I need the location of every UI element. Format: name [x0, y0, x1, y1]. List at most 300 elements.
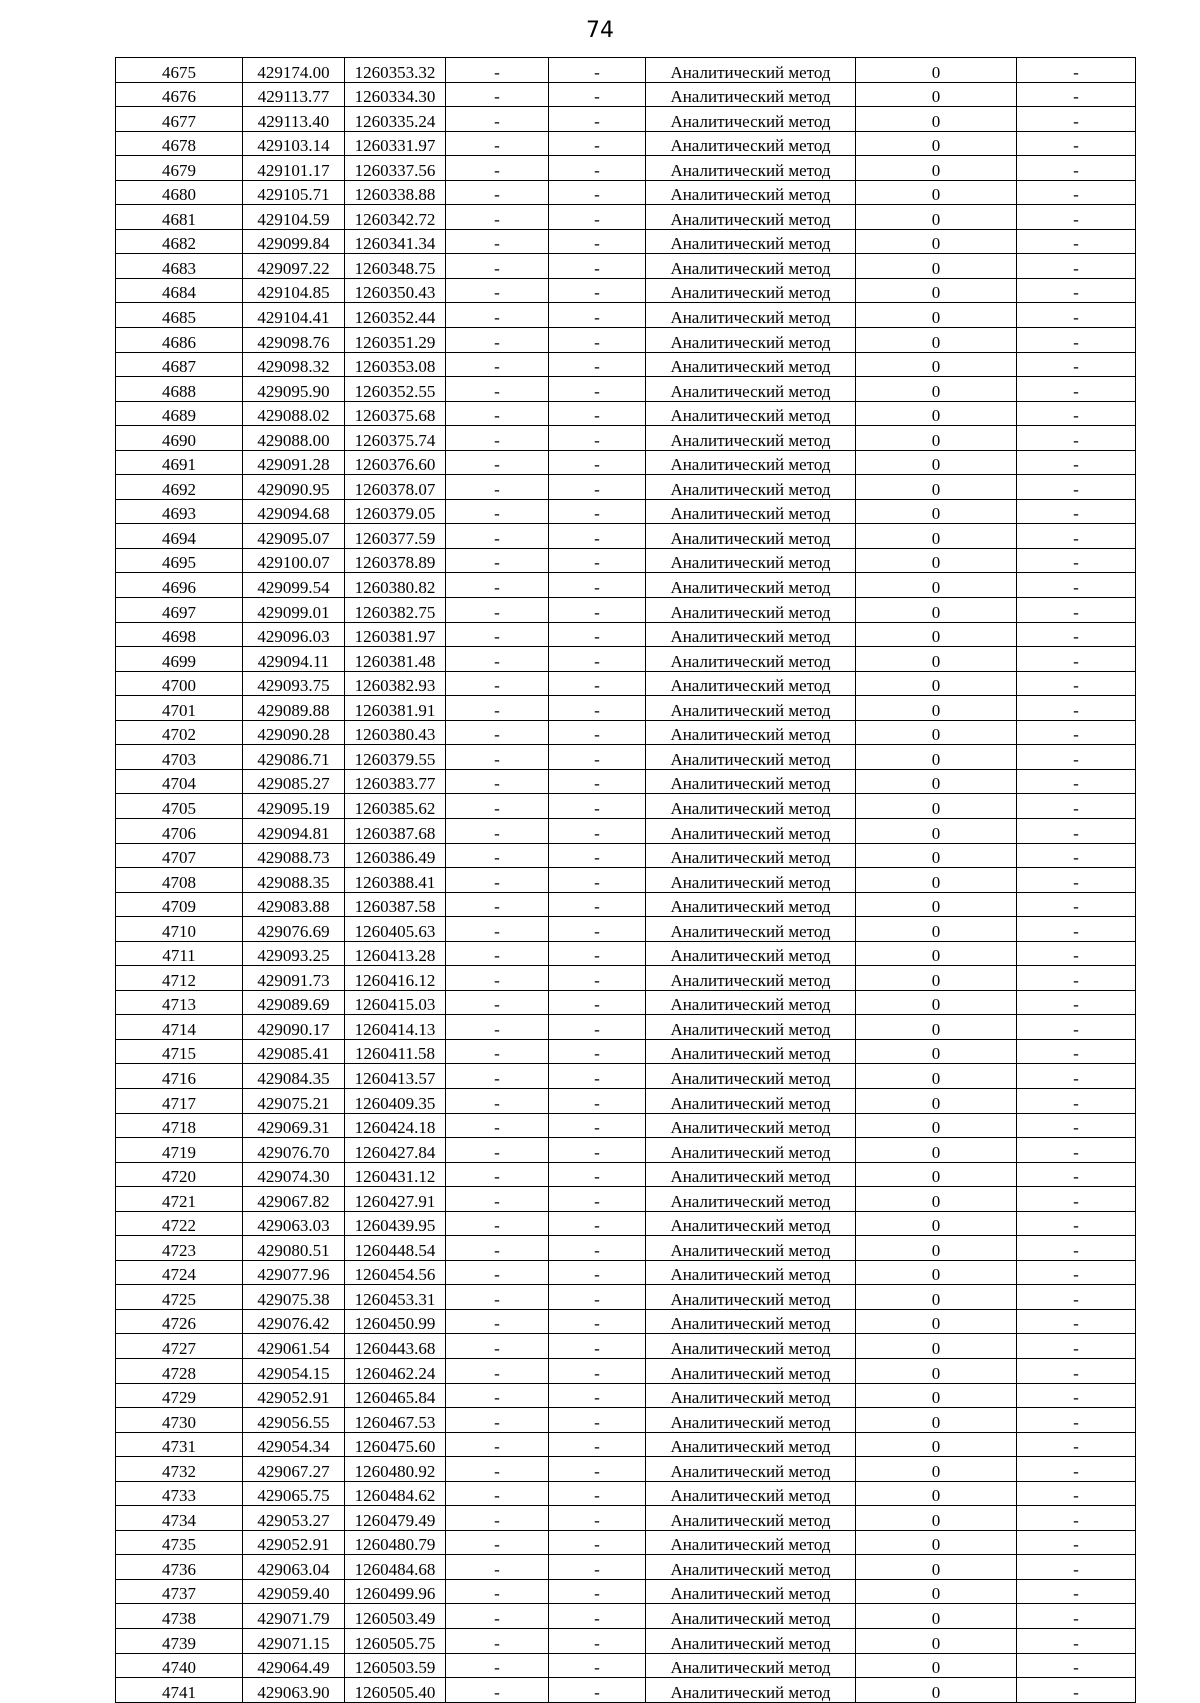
point-number-cell: 4728: [116, 1358, 243, 1383]
error-value-cell: 0: [856, 107, 1017, 132]
dash-cell-1: -: [446, 1481, 549, 1506]
dash-cell-1: -: [446, 818, 549, 843]
y-coordinate-cell: 1260382.93: [345, 671, 446, 696]
error-value-cell: 0: [856, 180, 1017, 205]
dash-cell-2: -: [549, 1285, 646, 1310]
dash-cell-1: -: [446, 180, 549, 205]
y-coordinate-cell: 1260381.97: [345, 622, 446, 647]
dash-cell-1: -: [446, 499, 549, 524]
dash-cell-2: -: [549, 818, 646, 843]
point-number-cell: 4704: [116, 769, 243, 794]
dash-cell-3: -: [1017, 966, 1136, 991]
y-coordinate-cell: 1260475.60: [345, 1432, 446, 1457]
method-cell: Аналитический метод: [646, 598, 856, 623]
point-number-cell: 4698: [116, 622, 243, 647]
point-number-cell: 4700: [116, 671, 243, 696]
error-value-cell: 0: [856, 377, 1017, 402]
dash-cell-3: -: [1017, 82, 1136, 107]
table-row: [116, 377, 1136, 402]
method-cell: Аналитический метод: [646, 1506, 856, 1531]
error-value-cell: 0: [856, 131, 1017, 156]
y-coordinate-cell: 1260335.24: [345, 107, 446, 132]
method-cell: Аналитический метод: [646, 720, 856, 745]
table-row: [116, 622, 1136, 647]
dash-cell-3: -: [1017, 868, 1136, 893]
point-number-cell: 4732: [116, 1457, 243, 1482]
method-cell: Аналитический метод: [646, 696, 856, 721]
y-coordinate-cell: 1260341.34: [345, 229, 446, 254]
y-coordinate-cell: 1260379.55: [345, 745, 446, 770]
x-coordinate-cell: 429094.68: [243, 499, 345, 524]
table-row: [116, 1383, 1136, 1408]
error-value-cell: 0: [856, 401, 1017, 426]
table-row: [116, 917, 1136, 942]
x-coordinate-cell: 429088.73: [243, 843, 345, 868]
point-number-cell: 4680: [116, 180, 243, 205]
error-value-cell: 0: [856, 205, 1017, 230]
error-value-cell: 0: [856, 1506, 1017, 1531]
y-coordinate-cell: 1260416.12: [345, 966, 446, 991]
table-row: [116, 1260, 1136, 1285]
y-coordinate-cell: 1260499.96: [345, 1579, 446, 1604]
y-coordinate-cell: 1260375.68: [345, 401, 446, 426]
table-row: [116, 1432, 1136, 1457]
dash-cell-3: -: [1017, 573, 1136, 598]
point-number-cell: 4715: [116, 1039, 243, 1064]
method-cell: Аналитический метод: [646, 82, 856, 107]
method-cell: Аналитический метод: [646, 818, 856, 843]
point-number-cell: 4708: [116, 868, 243, 893]
dash-cell-2: -: [549, 401, 646, 426]
y-coordinate-cell: 1260342.72: [345, 205, 446, 230]
point-number-cell: 4741: [116, 1678, 243, 1703]
point-number-cell: 4727: [116, 1334, 243, 1359]
y-coordinate-cell: 1260443.68: [345, 1334, 446, 1359]
method-cell: Аналитический метод: [646, 1260, 856, 1285]
table-row: [116, 450, 1136, 475]
error-value-cell: 0: [856, 426, 1017, 451]
table-row: [116, 82, 1136, 107]
error-value-cell: 0: [856, 475, 1017, 500]
method-cell: Аналитический метод: [646, 1211, 856, 1236]
error-value-cell: 0: [856, 966, 1017, 991]
x-coordinate-cell: 429091.28: [243, 450, 345, 475]
method-cell: Аналитический метод: [646, 426, 856, 451]
table-row: [116, 1579, 1136, 1604]
x-coordinate-cell: 429096.03: [243, 622, 345, 647]
table-row: [116, 966, 1136, 991]
y-coordinate-cell: 1260388.41: [345, 868, 446, 893]
page-number: 74: [586, 18, 614, 43]
error-value-cell: 0: [856, 1334, 1017, 1359]
point-number-cell: 4679: [116, 156, 243, 181]
dash-cell-1: -: [446, 1064, 549, 1089]
table-row: [116, 254, 1136, 279]
table-row: [116, 1334, 1136, 1359]
x-coordinate-cell: 429099.01: [243, 598, 345, 623]
dash-cell-1: -: [446, 917, 549, 942]
method-cell: Аналитический метод: [646, 1358, 856, 1383]
y-coordinate-cell: 1260331.97: [345, 131, 446, 156]
method-cell: Аналитический метод: [646, 1653, 856, 1678]
error-value-cell: 0: [856, 745, 1017, 770]
coordinates-table: [115, 57, 1136, 1703]
dash-cell-3: -: [1017, 278, 1136, 303]
table-row: [116, 990, 1136, 1015]
x-coordinate-cell: 429053.27: [243, 1506, 345, 1531]
error-value-cell: 0: [856, 1653, 1017, 1678]
error-value-cell: 0: [856, 598, 1017, 623]
dash-cell-1: -: [446, 1211, 549, 1236]
error-value-cell: 0: [856, 229, 1017, 254]
dash-cell-3: -: [1017, 1383, 1136, 1408]
x-coordinate-cell: 429088.35: [243, 868, 345, 893]
point-number-cell: 4696: [116, 573, 243, 598]
x-coordinate-cell: 429077.96: [243, 1260, 345, 1285]
dash-cell-1: -: [446, 1088, 549, 1113]
dash-cell-2: -: [549, 352, 646, 377]
dash-cell-2: -: [549, 107, 646, 132]
y-coordinate-cell: 1260353.32: [345, 58, 446, 83]
method-cell: Аналитический метод: [646, 58, 856, 83]
dash-cell-1: -: [446, 966, 549, 991]
x-coordinate-cell: 429067.82: [243, 1187, 345, 1212]
dash-cell-3: -: [1017, 1678, 1136, 1703]
error-value-cell: 0: [856, 254, 1017, 279]
dash-cell-1: -: [446, 1408, 549, 1433]
x-coordinate-cell: 429103.14: [243, 131, 345, 156]
point-number-cell: 4738: [116, 1604, 243, 1629]
dash-cell-2: -: [549, 205, 646, 230]
error-value-cell: 0: [856, 82, 1017, 107]
dash-cell-1: -: [446, 1629, 549, 1654]
point-number-cell: 4712: [116, 966, 243, 991]
x-coordinate-cell: 429089.69: [243, 990, 345, 1015]
x-coordinate-cell: 429052.91: [243, 1530, 345, 1555]
method-cell: Аналитический метод: [646, 475, 856, 500]
x-coordinate-cell: 429099.54: [243, 573, 345, 598]
x-coordinate-cell: 429095.90: [243, 377, 345, 402]
point-number-cell: 4675: [116, 58, 243, 83]
dash-cell-3: -: [1017, 1408, 1136, 1433]
point-number-cell: 4709: [116, 892, 243, 917]
table-row: [116, 1629, 1136, 1654]
point-number-cell: 4722: [116, 1211, 243, 1236]
table-row: [116, 1113, 1136, 1138]
point-number-cell: 4703: [116, 745, 243, 770]
error-value-cell: 0: [856, 990, 1017, 1015]
y-coordinate-cell: 1260411.58: [345, 1039, 446, 1064]
y-coordinate-cell: 1260376.60: [345, 450, 446, 475]
dash-cell-2: -: [549, 892, 646, 917]
method-cell: Аналитический метод: [646, 156, 856, 181]
x-coordinate-cell: 429093.75: [243, 671, 345, 696]
dash-cell-2: -: [549, 622, 646, 647]
x-coordinate-cell: 429174.00: [243, 58, 345, 83]
table-row: [116, 1162, 1136, 1187]
dash-cell-1: -: [446, 450, 549, 475]
dash-cell-2: -: [549, 696, 646, 721]
method-cell: Аналитический метод: [646, 622, 856, 647]
table-row: [116, 720, 1136, 745]
point-number-cell: 4697: [116, 598, 243, 623]
dash-cell-3: -: [1017, 720, 1136, 745]
dash-cell-3: -: [1017, 1162, 1136, 1187]
dash-cell-3: -: [1017, 524, 1136, 549]
y-coordinate-cell: 1260427.84: [345, 1138, 446, 1163]
y-coordinate-cell: 1260334.30: [345, 82, 446, 107]
dash-cell-1: -: [446, 745, 549, 770]
x-coordinate-cell: 429085.41: [243, 1039, 345, 1064]
dash-cell-3: -: [1017, 1187, 1136, 1212]
method-cell: Аналитический метод: [646, 1187, 856, 1212]
dash-cell-3: -: [1017, 696, 1136, 721]
error-value-cell: 0: [856, 769, 1017, 794]
x-coordinate-cell: 429084.35: [243, 1064, 345, 1089]
method-cell: Аналитический метод: [646, 917, 856, 942]
point-number-cell: 4716: [116, 1064, 243, 1089]
method-cell: Аналитический метод: [646, 1039, 856, 1064]
method-cell: Аналитический метод: [646, 1629, 856, 1654]
dash-cell-1: -: [446, 1358, 549, 1383]
method-cell: Аналитический метод: [646, 1064, 856, 1089]
point-number-cell: 4706: [116, 818, 243, 843]
dash-cell-2: -: [549, 1432, 646, 1457]
table-row: [116, 598, 1136, 623]
dash-cell-2: -: [549, 254, 646, 279]
dash-cell-2: -: [549, 1113, 646, 1138]
dash-cell-3: -: [1017, 352, 1136, 377]
y-coordinate-cell: 1260484.68: [345, 1555, 446, 1580]
error-value-cell: 0: [856, 58, 1017, 83]
table-row: [116, 671, 1136, 696]
table-body: [116, 58, 1136, 1703]
table-row: [116, 1236, 1136, 1261]
dash-cell-1: -: [446, 1236, 549, 1261]
dash-cell-1: -: [446, 1506, 549, 1531]
dash-cell-1: -: [446, 843, 549, 868]
method-cell: Аналитический метод: [646, 573, 856, 598]
point-number-cell: 4691: [116, 450, 243, 475]
error-value-cell: 0: [856, 1113, 1017, 1138]
point-number-cell: 4682: [116, 229, 243, 254]
x-coordinate-cell: 429059.40: [243, 1579, 345, 1604]
point-number-cell: 4720: [116, 1162, 243, 1187]
dash-cell-3: -: [1017, 303, 1136, 328]
x-coordinate-cell: 429097.22: [243, 254, 345, 279]
error-value-cell: 0: [856, 1629, 1017, 1654]
x-coordinate-cell: 429063.03: [243, 1211, 345, 1236]
method-cell: Аналитический метод: [646, 1432, 856, 1457]
dash-cell-2: -: [549, 1629, 646, 1654]
error-value-cell: 0: [856, 1285, 1017, 1310]
dash-cell-1: -: [446, 352, 549, 377]
method-cell: Аналитический метод: [646, 892, 856, 917]
error-value-cell: 0: [856, 1039, 1017, 1064]
y-coordinate-cell: 1260448.54: [345, 1236, 446, 1261]
dash-cell-2: -: [549, 1481, 646, 1506]
error-value-cell: 0: [856, 1064, 1017, 1089]
dash-cell-3: -: [1017, 1555, 1136, 1580]
method-cell: Аналитический метод: [646, 745, 856, 770]
dash-cell-3: -: [1017, 671, 1136, 696]
y-coordinate-cell: 1260439.95: [345, 1211, 446, 1236]
table-row: [116, 1555, 1136, 1580]
table-row: [116, 131, 1136, 156]
table-row: [116, 328, 1136, 353]
y-coordinate-cell: 1260505.40: [345, 1678, 446, 1703]
dash-cell-2: -: [549, 1383, 646, 1408]
point-number-cell: 4736: [116, 1555, 243, 1580]
dash-cell-2: -: [549, 548, 646, 573]
dash-cell-2: -: [549, 1162, 646, 1187]
error-value-cell: 0: [856, 1211, 1017, 1236]
error-value-cell: 0: [856, 720, 1017, 745]
point-number-cell: 4701: [116, 696, 243, 721]
table-row: [116, 1187, 1136, 1212]
dash-cell-1: -: [446, 1162, 549, 1187]
table-row: [116, 818, 1136, 843]
x-coordinate-cell: 429113.77: [243, 82, 345, 107]
x-coordinate-cell: 429095.19: [243, 794, 345, 819]
dash-cell-2: -: [549, 1579, 646, 1604]
point-number-cell: 4694: [116, 524, 243, 549]
dash-cell-1: -: [446, 1457, 549, 1482]
dash-cell-3: -: [1017, 254, 1136, 279]
error-value-cell: 0: [856, 524, 1017, 549]
dash-cell-1: -: [446, 1555, 549, 1580]
table-row: [116, 769, 1136, 794]
point-number-cell: 4726: [116, 1309, 243, 1334]
method-cell: Аналитический метод: [646, 450, 856, 475]
dash-cell-2: -: [549, 671, 646, 696]
dash-cell-2: -: [549, 156, 646, 181]
dash-cell-1: -: [446, 107, 549, 132]
dash-cell-3: -: [1017, 229, 1136, 254]
table-row: [116, 1506, 1136, 1531]
error-value-cell: 0: [856, 843, 1017, 868]
error-value-cell: 0: [856, 1579, 1017, 1604]
dash-cell-3: -: [1017, 1138, 1136, 1163]
dash-cell-3: -: [1017, 1629, 1136, 1654]
point-number-cell: 4710: [116, 917, 243, 942]
method-cell: Аналитический метод: [646, 1383, 856, 1408]
dash-cell-2: -: [549, 1015, 646, 1040]
point-number-cell: 4735: [116, 1530, 243, 1555]
x-coordinate-cell: 429056.55: [243, 1408, 345, 1433]
x-coordinate-cell: 429090.17: [243, 1015, 345, 1040]
y-coordinate-cell: 1260383.77: [345, 769, 446, 794]
point-number-cell: 4713: [116, 990, 243, 1015]
method-cell: Аналитический метод: [646, 377, 856, 402]
point-number-cell: 4685: [116, 303, 243, 328]
dash-cell-3: -: [1017, 450, 1136, 475]
x-coordinate-cell: 429076.42: [243, 1309, 345, 1334]
dash-cell-1: -: [446, 303, 549, 328]
point-number-cell: 4683: [116, 254, 243, 279]
table-row: [116, 524, 1136, 549]
dash-cell-1: -: [446, 892, 549, 917]
method-cell: Аналитический метод: [646, 303, 856, 328]
point-number-cell: 4676: [116, 82, 243, 107]
table-row: [116, 868, 1136, 893]
error-value-cell: 0: [856, 868, 1017, 893]
x-coordinate-cell: 429067.27: [243, 1457, 345, 1482]
table-row: [116, 1604, 1136, 1629]
point-number-cell: 4677: [116, 107, 243, 132]
x-coordinate-cell: 429099.84: [243, 229, 345, 254]
y-coordinate-cell: 1260505.75: [345, 1629, 446, 1654]
y-coordinate-cell: 1260382.75: [345, 598, 446, 623]
dash-cell-1: -: [446, 524, 549, 549]
table-row: [116, 1530, 1136, 1555]
point-number-cell: 4717: [116, 1088, 243, 1113]
table-row: [116, 1039, 1136, 1064]
point-number-cell: 4693: [116, 499, 243, 524]
method-cell: Аналитический метод: [646, 1162, 856, 1187]
dash-cell-2: -: [549, 303, 646, 328]
x-coordinate-cell: 429054.15: [243, 1358, 345, 1383]
dash-cell-3: -: [1017, 58, 1136, 83]
dash-cell-1: -: [446, 82, 549, 107]
x-coordinate-cell: 429069.31: [243, 1113, 345, 1138]
point-number-cell: 4686: [116, 328, 243, 353]
y-coordinate-cell: 1260381.48: [345, 647, 446, 672]
table-row: [116, 229, 1136, 254]
method-cell: Аналитический метод: [646, 1457, 856, 1482]
dash-cell-3: -: [1017, 377, 1136, 402]
dash-cell-3: -: [1017, 328, 1136, 353]
error-value-cell: 0: [856, 1162, 1017, 1187]
x-coordinate-cell: 429101.17: [243, 156, 345, 181]
point-number-cell: 4725: [116, 1285, 243, 1310]
dash-cell-2: -: [549, 573, 646, 598]
y-coordinate-cell: 1260427.91: [345, 1187, 446, 1212]
x-coordinate-cell: 429104.59: [243, 205, 345, 230]
table-row: [116, 1211, 1136, 1236]
dash-cell-2: -: [549, 328, 646, 353]
dash-cell-3: -: [1017, 107, 1136, 132]
point-number-cell: 4724: [116, 1260, 243, 1285]
dash-cell-2: -: [549, 499, 646, 524]
y-coordinate-cell: 1260386.49: [345, 843, 446, 868]
x-coordinate-cell: 429100.07: [243, 548, 345, 573]
dash-cell-2: -: [549, 1555, 646, 1580]
dash-cell-1: -: [446, 475, 549, 500]
dash-cell-1: -: [446, 794, 549, 819]
y-coordinate-cell: 1260453.31: [345, 1285, 446, 1310]
table-row: [116, 205, 1136, 230]
x-coordinate-cell: 429090.28: [243, 720, 345, 745]
table-row: [116, 1309, 1136, 1334]
dash-cell-3: -: [1017, 745, 1136, 770]
table-row: [116, 278, 1136, 303]
method-cell: Аналитический метод: [646, 647, 856, 672]
point-number-cell: 4718: [116, 1113, 243, 1138]
point-number-cell: 4681: [116, 205, 243, 230]
point-number-cell: 4721: [116, 1187, 243, 1212]
point-number-cell: 4692: [116, 475, 243, 500]
dash-cell-3: -: [1017, 1260, 1136, 1285]
dash-cell-2: -: [549, 1187, 646, 1212]
y-coordinate-cell: 1260351.29: [345, 328, 446, 353]
dash-cell-2: -: [549, 82, 646, 107]
error-value-cell: 0: [856, 1457, 1017, 1482]
x-coordinate-cell: 429105.71: [243, 180, 345, 205]
method-cell: Аналитический метод: [646, 1113, 856, 1138]
dash-cell-2: -: [549, 720, 646, 745]
dash-cell-3: -: [1017, 1653, 1136, 1678]
